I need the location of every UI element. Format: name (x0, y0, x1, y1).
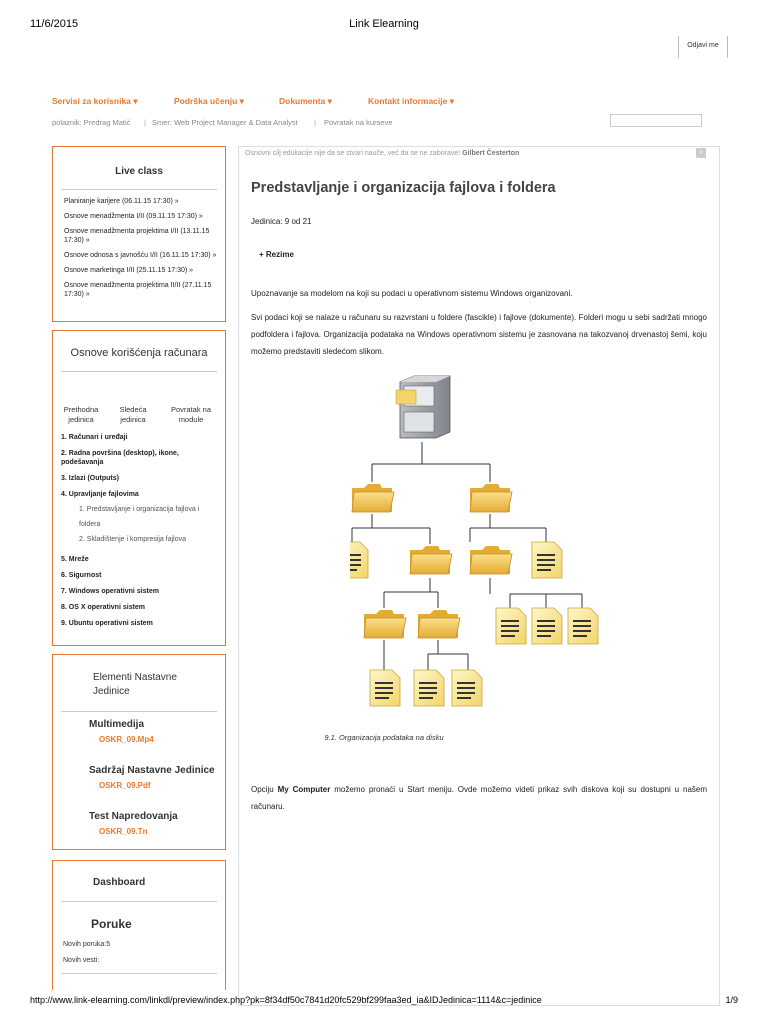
module-item[interactable]: 5. Mreže (61, 556, 89, 563)
separator: | (314, 118, 316, 127)
live-class-panel (52, 146, 226, 322)
folder-icon (352, 484, 394, 512)
quote-text: Osnovni cilj edukacije nije da se stvari nauče, već da se ne zaborave! (245, 150, 461, 157)
divider (61, 371, 217, 372)
document-icon (496, 608, 526, 644)
divider (61, 711, 217, 712)
document-icon (350, 542, 368, 578)
module-item[interactable]: 1. Računari i uređaji (61, 434, 128, 441)
text-fragment: Opciju (251, 785, 278, 794)
student-name: polaznik: Predrag Matić (52, 118, 131, 127)
folder-icon (470, 546, 512, 574)
unit-content-label: Sadržaj Nastavne Jedinice (89, 765, 215, 776)
document-icon (568, 608, 598, 644)
unit-elements-panel (52, 654, 226, 850)
live-class-title: Live class (115, 166, 163, 177)
search-input[interactable] (610, 114, 702, 127)
module-item[interactable]: 8. OS X operativni sistem (61, 604, 146, 611)
multimedia-label: Multimedija (89, 719, 145, 730)
live-class-item[interactable]: Osnove menadžmenta projektima I/II (13.11.15 17:30) » (64, 228, 210, 244)
elements-title-line: Elementi Nastavne (93, 672, 177, 683)
multimedia-file-link[interactable]: OSKR_09.Mp4 (99, 735, 154, 744)
print-url: http://www.link-elearning.com/linkdl/preview/index.php?pk=8f34df50c7841d20fc529bf299faa3ed_ia&IDJedinica=1114&c=jedinice (30, 995, 542, 1005)
live-class-item[interactable]: Planiranje karijere (06.11.15 17:30) » (64, 198, 179, 205)
module-list (61, 433, 219, 635)
document-icon (532, 608, 562, 644)
back-to-modules-link[interactable]: Povratak na module (170, 405, 212, 424)
module-item[interactable]: 9. Ubuntu operativni sistem (61, 620, 153, 627)
folder-tree-diagram (350, 372, 600, 722)
quote-author: Gilbert Česterton (462, 150, 520, 157)
print-title: Link Elearning (349, 18, 419, 30)
next-unit-link[interactable]: Sledeća jedinica (119, 405, 147, 424)
new-messages-count[interactable]: Novih poruka:5 (63, 941, 111, 948)
quote (245, 150, 519, 157)
live-class-item[interactable]: Osnove menadžmenta projektima II/II (27.11.15 17:30) » (64, 282, 212, 298)
document-icon (414, 670, 444, 706)
live-class-item[interactable]: Osnove marketinga I/II (25.11.15 17:30) » (64, 267, 194, 274)
messages-title: Poruke (91, 917, 132, 931)
module-item[interactable]: 2. Radna površina (desktop), ikone, podešavanja (61, 450, 179, 466)
paragraph-text: Svi podaci koji se nalaze u računaru su razvrstani u foldere (fascikle) i fajlove (dokumente). Folderi mogu u sebi sadržati mnogo podfoldera i fajlova. Organizacija podataka na Windows operativnom sistemu je zasnovana na takozvanoj drvenastoj šemi, koju možemo predstaviti sledećom slikom. (251, 313, 707, 356)
study-track: Smer: Web Project Manager & Data Analyst (152, 118, 298, 127)
nav-documents[interactable]: Dokumenta ▾ (279, 96, 332, 106)
elements-title (93, 671, 177, 699)
dashboard-title: Dashboard (93, 877, 146, 888)
unit-item-current[interactable]: 1. Predstavljanje i organizacija fajlova i foldera (79, 506, 200, 528)
module-item[interactable]: 4. Upravljanje fajlovima (61, 491, 139, 498)
page-title: Predstavljanje i organizacija fajlova i foldera (251, 180, 556, 196)
divider (61, 189, 217, 190)
progress-test-label: Test Napredovanja (89, 811, 178, 822)
text-fragment: možemo pronaći u Start meniju. Ovde možemo videti prikaz svih diskova koji su dostupni u našem računaru. (251, 785, 708, 811)
print-header (30, 18, 738, 32)
elements-title-line: Jedinice (93, 686, 130, 697)
nav-contact[interactable]: Kontakt informacije ▾ (368, 96, 454, 106)
folder-icon (470, 484, 512, 512)
unit-content-file-link[interactable]: OSKR_09.Pdf (99, 781, 151, 790)
course-panel (52, 330, 226, 646)
back-to-courses-link[interactable]: Povratak na kurseve (324, 118, 393, 127)
module-item[interactable]: 6. Sigurnost (61, 572, 102, 579)
new-news-count[interactable]: Novih vesti: (63, 957, 100, 964)
unit-counter: Jedinica: 9 od 21 (251, 217, 312, 226)
course-title: Osnove korišćenja računara (70, 347, 208, 359)
separator: | (144, 118, 146, 127)
live-class-item[interactable]: Osnove menadžmenta I/II (09.11.15 17:30) » (64, 213, 203, 220)
prev-unit-link[interactable]: Prethodna jedinica (63, 405, 99, 424)
folder-icon (418, 610, 460, 638)
nav-learning-support[interactable]: Podrška učenju ▾ (174, 96, 244, 106)
intro-text: Upoznavanje sa modelom na koji su podaci u operativnom sistemu Windows organizovani. (251, 289, 573, 298)
quote-next-button[interactable]: > (696, 148, 706, 158)
unit-item[interactable]: 2. Skladištenje i kompresija fajlova (79, 536, 186, 543)
print-date: 11/6/2015 (30, 18, 79, 30)
divider (61, 901, 217, 902)
document-icon (532, 542, 562, 578)
progress-test-file-link[interactable]: OSKR_09.Tn (99, 827, 148, 836)
filing-cabinet-icon (396, 376, 450, 438)
live-class-list (64, 197, 219, 305)
nav-user-services[interactable]: Servisi za korisnika ▾ (52, 96, 138, 106)
folder-icon (410, 546, 452, 574)
document-icon (370, 670, 400, 706)
dashboard-panel (52, 860, 226, 990)
summary-toggle[interactable]: + Rezime (259, 250, 294, 259)
live-class-item[interactable]: Osnove odnosa s javnošću I/II (16.11.15 17:30) » (64, 252, 217, 259)
figure-caption: 9.1. Organizacija podataka na disku (324, 733, 444, 742)
logout-button[interactable]: Odjavi me (678, 36, 728, 58)
document-icon (452, 670, 482, 706)
folder-icon (364, 610, 406, 638)
module-item[interactable]: 7. Windows operativni sistem (61, 588, 159, 595)
my-computer-term: My Computer (277, 785, 331, 794)
print-page-number: 1/9 (725, 995, 738, 1005)
divider (61, 973, 217, 974)
my-computer-text (251, 781, 707, 815)
module-item[interactable]: 3. Izlazi (Outputs) (61, 475, 119, 482)
